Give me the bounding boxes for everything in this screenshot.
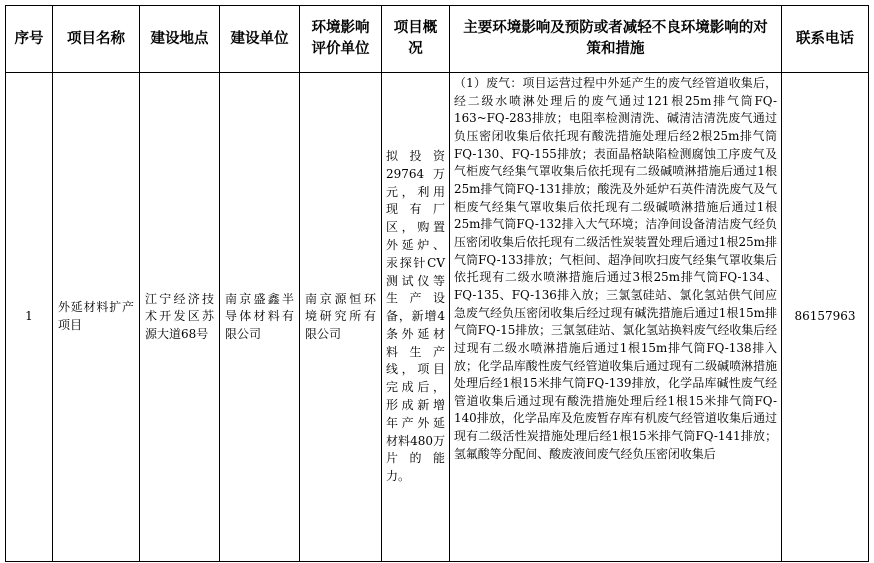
header-overview: 项目概况	[382, 6, 450, 73]
cell-seq: 1	[6, 73, 53, 562]
cell-project-name: 外延材料扩产项目	[53, 73, 140, 562]
header-eia-unit: 环境影响评价单位	[300, 6, 382, 73]
header-impacts: 主要环境影响及预防或者减轻不良环境影响的对策和措施	[450, 6, 782, 73]
header-seq: 序号	[6, 6, 53, 73]
project-table	[5, 5, 869, 562]
header-builder: 建设单位	[220, 6, 300, 73]
cell-builder: 南京盛鑫半导体材料有限公司	[220, 73, 300, 562]
cell-impacts	[450, 73, 782, 562]
cell-location: 江宁经济技术开发区苏源大道68号	[140, 73, 220, 562]
header-location: 建设地点	[140, 6, 220, 73]
cell-overview: 拟投资29764万元，利用现有厂区，购置外延炉、汞探针CV测试仪等生产设备，新增4条外延材料生产线，项目完成后，形成新增年产外延材料480万片的能力。	[382, 73, 450, 562]
cell-eia-unit: 南京源恒环境研究所有限公司	[300, 73, 382, 562]
cell-phone: 86157963	[782, 73, 869, 562]
impacts-text: （1）废气：项目运营过程中外延产生的废气经管道收集后，经二级水喷淋处理后的废气通过121根25m排气筒FQ-163~FQ-283排放；电阻率检测清洗、碱清洁清洗废气通过负压密闭收集后依托现有酸洗措施处理后经2根25m排气筒FQ-130、FQ-155排放；表面晶格缺陷检测腐蚀工序废气及气柜废气经集气罩收集后依托现有二级碱喷淋措施后通过1根25m排气筒FQ-131排放；酸洗及外延炉石英件清洗废气及气柜废气经集气罩收集后依托现有二级碱喷淋措施后通过1根25m排气筒FQ-132排入大气环境；洁净间设备清洁废气经负压密闭收集后依托现有二级活性炭装置处理后通过1根25m排气筒FQ-133排放；气柜间、超净间吹扫废气经集气罩收集后依托现有二级水喷淋措施后通过3根25m排气筒FQ-134、FQ-135、FQ-136排入放；三氯氢硅站、氯化氢站供气间应急废气经负压密闭收集后经过现有碱洗措施后通过1根15m排气筒FQ-15排放；三氯氢硅站、氯化氢站换料废气经收集后经过现有二级水喷淋措施后通过1根15m排气筒FQ-138排入放；化学品库酸性废气经管道收集后通过现有二级碱喷淋措施处理后经1根15米排气筒FQ-139排放，化学品库碱性废气经管道收集后通过现有酸洗措施处理后经1根15米排气筒FQ-140排放，化学品库及危废暂存库有机废气经管道收集后通过现有二级活性炭措施处理后经1根15米排气筒FQ-141排放；氢氟酸等分配间、酸废液间废气经负压密闭收集后	[454, 76, 777, 461]
header-project-name: 项目名称	[53, 6, 140, 73]
table-row	[6, 73, 869, 562]
header-phone: 联系电话	[782, 6, 869, 73]
header-row	[6, 6, 869, 73]
